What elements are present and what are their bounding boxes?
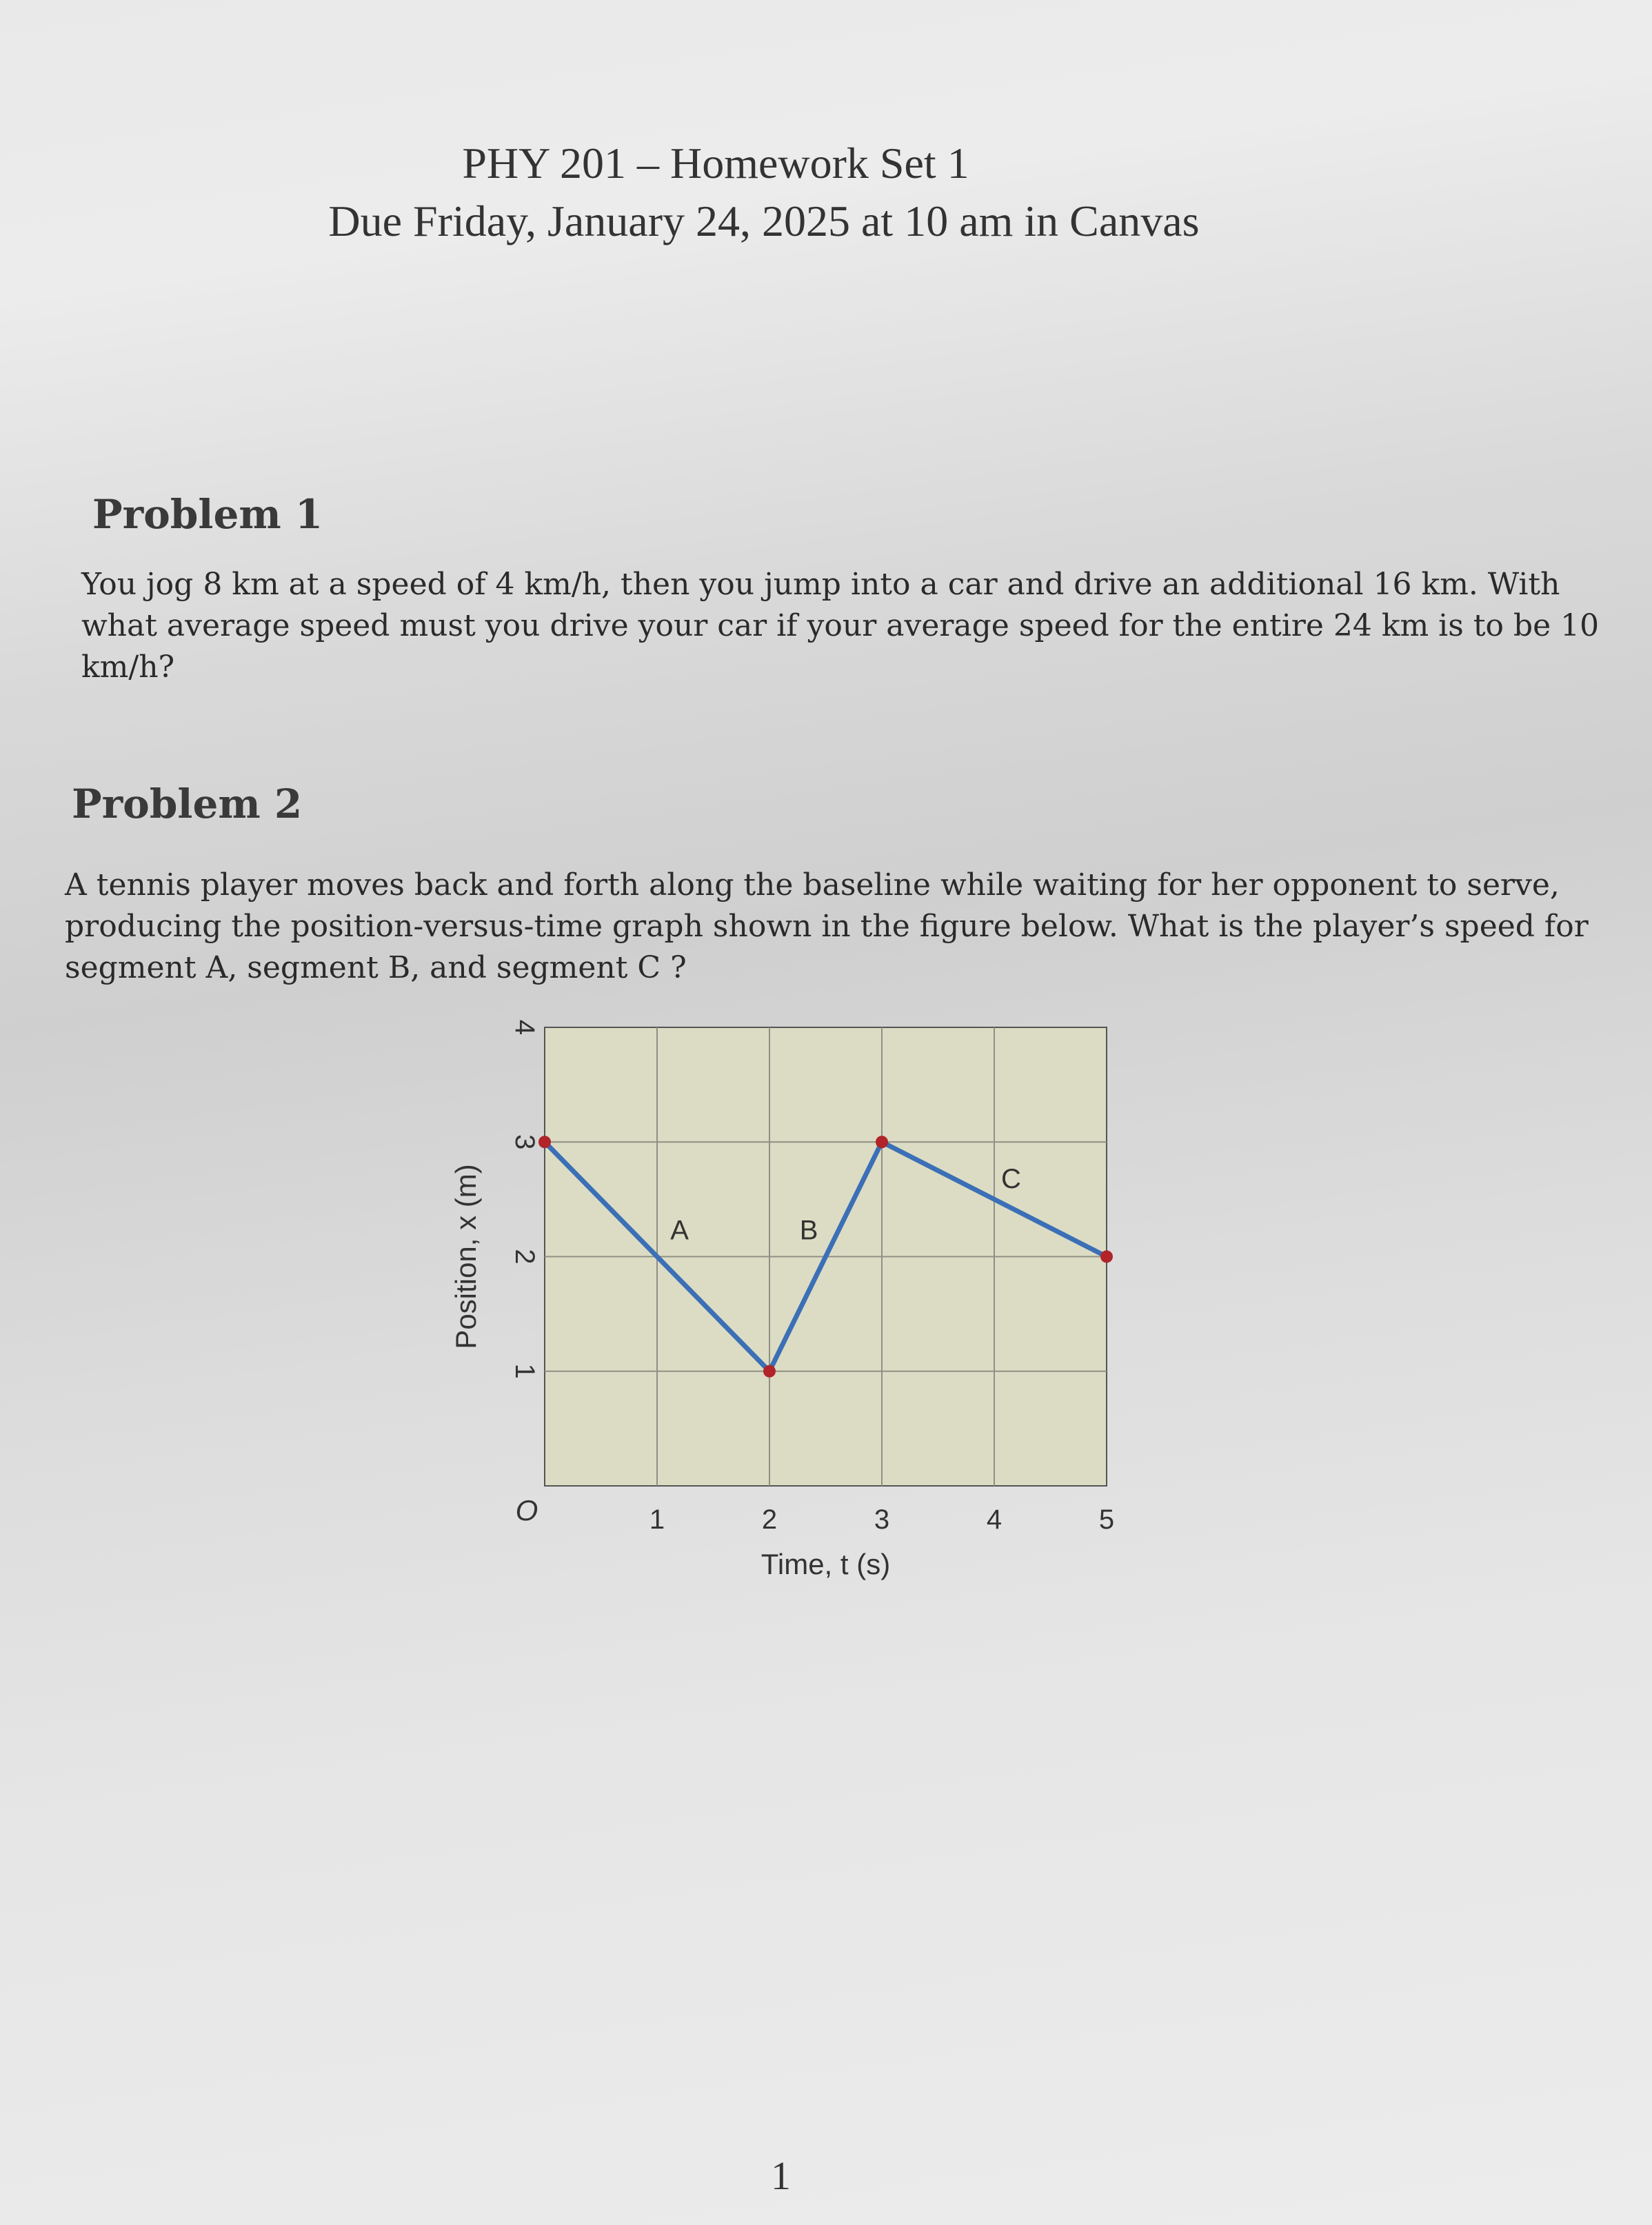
x-tick-label: 1 — [649, 1504, 665, 1535]
segment-label: A — [670, 1215, 689, 1246]
position-time-graph — [441, 1000, 1158, 1607]
x-tick-label: 3 — [874, 1504, 890, 1535]
segment-label: C — [1001, 1163, 1021, 1194]
data-point — [876, 1136, 888, 1148]
problem-1-line: km/h? — [81, 650, 175, 685]
chart-svg — [441, 1000, 1158, 1607]
data-point — [763, 1365, 776, 1378]
y-tick-label: 3 — [510, 1134, 540, 1150]
x-axis-label: Time, t (s) — [760, 1548, 891, 1580]
x-tick-label: 5 — [1098, 1504, 1115, 1535]
homework-title: PHY 201 – Homework Set 1 — [462, 139, 969, 188]
y-axis-label: Position, x (m) — [450, 1164, 482, 1349]
problem-1-heading: Problem 1 — [92, 491, 323, 538]
problem-1-text — [81, 564, 1600, 688]
problem-2-heading: Problem 2 — [72, 781, 303, 827]
origin-label: O — [515, 1494, 538, 1527]
page-number: 1 — [771, 2153, 791, 2198]
y-tick-label: 2 — [510, 1249, 540, 1265]
problem-2-text — [65, 865, 1589, 989]
y-tick-label: 4 — [510, 1019, 540, 1036]
due-date: Due Friday, January 24, 2025 at 10 am in Canvas — [328, 197, 1200, 245]
y-tick-label: 1 — [510, 1363, 540, 1379]
problem-1-line: You jog 8 km at a speed of 4 km/h, then you jump into a car and drive an additional 16 km. With — [81, 567, 1560, 602]
problem-1-line: what average speed must you drive your car if your average speed for the entire 24 km is to be 10 — [81, 608, 1600, 643]
x-tick-label: 2 — [761, 1504, 778, 1535]
x-tick-label: 4 — [986, 1504, 1003, 1535]
problem-2-line: producing the position-versus-time graph shown in the figure below. What is the player’s speed for — [65, 909, 1589, 944]
segment-label: B — [799, 1215, 818, 1246]
problem-2-line: A tennis player moves back and forth along the baseline while waiting for her opponent to serve, — [65, 867, 1560, 903]
problem-2-line: segment A, segment B, and segment C ? — [65, 950, 687, 985]
data-point — [1100, 1251, 1113, 1263]
